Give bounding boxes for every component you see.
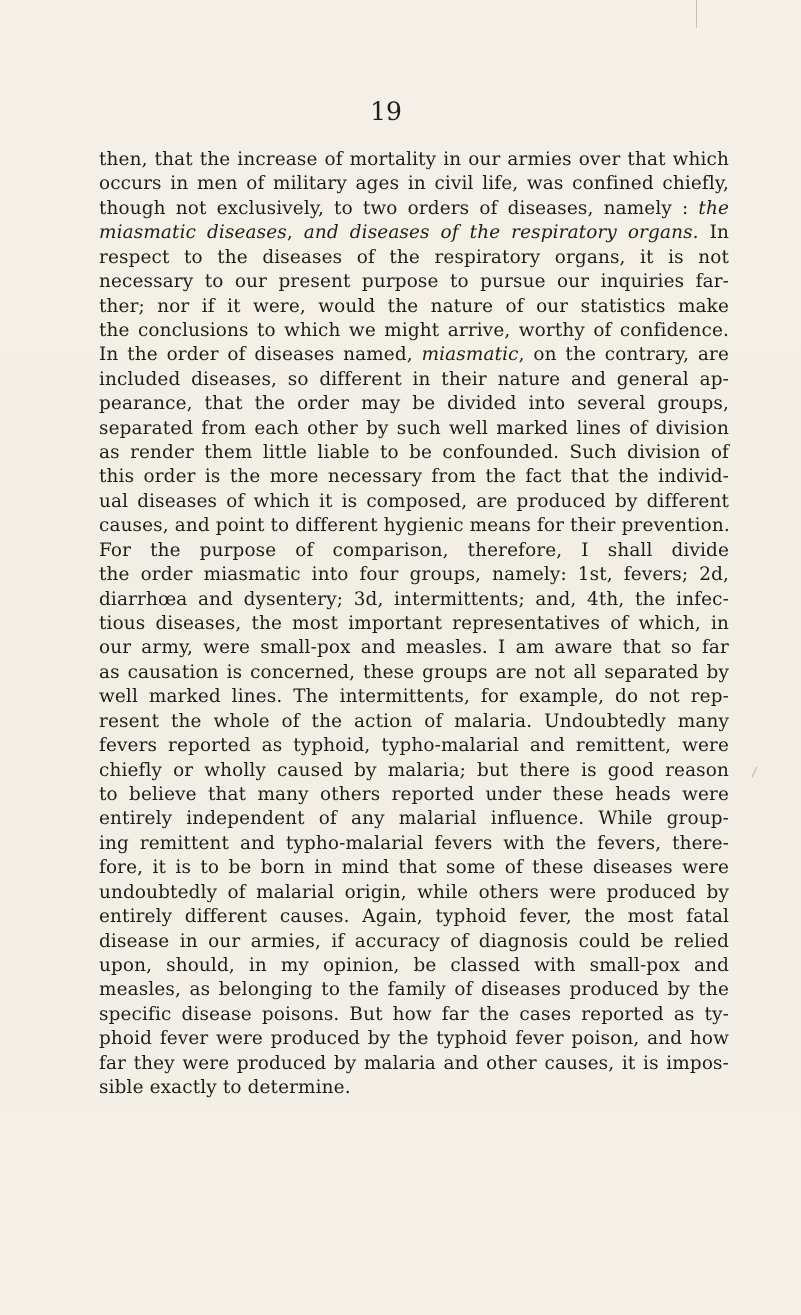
text-line (99, 856, 729, 880)
text-segment: In the order of diseases named, (99, 344, 422, 366)
text-segment: then, that the increase of mortality in our armies over that which (99, 149, 729, 170)
text-segment: , (286, 222, 304, 244)
text-segment: this order is the more necessary from the fact that the individ- (99, 466, 729, 488)
text-segment: as causation is concerned, these groups are not all separated by (99, 661, 729, 683)
text-segment: disease in our armies, if accuracy of diagnosis could be relied (99, 930, 729, 952)
text-line (99, 905, 729, 929)
text-line (99, 563, 729, 587)
text-segment: resent the whole of the action of malaria. Undoubtedly many (99, 710, 729, 732)
text-line (99, 246, 729, 270)
text-segment: far they were produced by malaria and other causes, it is impos- (99, 1052, 729, 1074)
text-segment: included diseases, so different in their nature and general ap- (99, 368, 729, 390)
text-segment: upon, should, in my opinion, be classed with small-pox and (99, 954, 729, 976)
text-line (99, 221, 729, 245)
text-line (99, 514, 729, 538)
text-line (99, 759, 729, 783)
text-segment: ther; nor if it were, would the nature of our statistics make (99, 295, 729, 317)
text-line (99, 1076, 729, 1100)
text-line (99, 734, 729, 758)
text-segment: as render them little liable to be confounded. Such division of (99, 442, 729, 464)
text-segment: separated from each other by such well marked lines of division (99, 417, 729, 439)
text-line (99, 490, 729, 514)
text-segment: the order miasmatic into four groups, namely: 1st, fevers; 2d, (99, 564, 729, 586)
text-segment: though not exclusively, to two orders of diseases, namely : (99, 197, 699, 219)
text-line (99, 685, 729, 709)
text-line (99, 172, 729, 196)
scan-artifact-line (696, 0, 697, 28)
page-number: 19 (370, 97, 402, 126)
text-line (99, 270, 729, 294)
text-line (99, 807, 729, 831)
text-line (99, 588, 729, 612)
text-segment: For the purpose of comparison, therefore, I shall divide (99, 539, 729, 561)
italic-text: miasmatic diseases (99, 222, 287, 244)
text-segment: specific disease poisons. But how far the cases reported as ty- (99, 1003, 729, 1025)
text-segment: tious diseases, the most important representatives of which, in (99, 613, 729, 635)
text-segment: to believe that many others reported under these heads were (99, 783, 729, 805)
text-line (99, 710, 729, 734)
text-segment: sible exactly to determine. (99, 1077, 351, 1099)
text-line (99, 783, 729, 807)
text-line (99, 148, 729, 172)
text-segment: undoubtedly of malarial origin, while others were produced by (99, 881, 729, 903)
text-line (99, 539, 729, 563)
text-segment: , on the contrary, are (518, 344, 729, 366)
text-line (99, 343, 729, 367)
italic-text: the (698, 197, 729, 219)
text-segment: phoid fever were produced by the typhoid fever poison, and how (99, 1028, 729, 1050)
text-line (99, 978, 729, 1002)
text-line (99, 661, 729, 685)
text-segment: measles, as belonging to the family of diseases produced by the (99, 979, 729, 1001)
text-segment: chiefly or wholly caused by malaria; but there is good reason (99, 759, 729, 781)
text-segment: well marked lines. The intermittents, for example, do not rep- (99, 686, 729, 708)
text-segment: fore, it is to be born in mind that some of these diseases were (99, 857, 729, 879)
text-line (99, 319, 729, 343)
text-segment: the conclusions to which we might arrive, worthy of confidence. (99, 319, 729, 341)
text-segment: entirely independent of any malarial influence. While group- (99, 808, 729, 830)
text-segment: ing remittent and typho-malarial fevers with the fevers, there- (99, 832, 729, 854)
italic-text: and diseases of the respiratory organs. (303, 222, 699, 244)
text-segment: In (698, 222, 729, 244)
text-segment: entirely different causes. Again, typhoid fever, the most fatal (99, 906, 729, 928)
text-segment: ual diseases of which it is composed, are produced by different (99, 490, 729, 512)
text-segment: respect to the diseases of the respiratory organs, it is not (99, 246, 729, 268)
text-segment: causes, and point to different hygienic means for their prevention. (99, 515, 730, 537)
text-line (99, 197, 729, 221)
text-line (99, 441, 729, 465)
text-segment: fevers reported as typhoid, typho-malarial and remittent, were (99, 735, 729, 757)
body-text (99, 148, 729, 1100)
margin-mark (752, 766, 758, 777)
text-line (99, 636, 729, 660)
text-line (99, 1003, 729, 1027)
text-line (99, 1027, 729, 1051)
text-line (99, 392, 729, 416)
text-line (99, 832, 729, 856)
italic-text: miasmatic (421, 344, 519, 366)
text-segment: our army, were small-pox and measles. I am aware that so far (99, 637, 729, 659)
text-segment: occurs in men of military ages in civil life, was confined chiefly, (99, 173, 729, 195)
text-line (99, 465, 729, 489)
text-line (99, 612, 729, 636)
text-segment: diarrhœa and dysentery; 3d, intermittents; and, 4th, the infec- (99, 588, 729, 610)
text-line (99, 930, 729, 954)
text-line (99, 881, 729, 905)
text-line (99, 954, 729, 978)
text-segment: necessary to our present purpose to pursue our inquiries far- (99, 271, 729, 293)
text-line (99, 417, 729, 441)
text-line (99, 1052, 729, 1076)
text-segment: pearance, that the order may be divided into several groups, (99, 393, 729, 415)
text-line (99, 368, 729, 392)
text-line (99, 295, 729, 319)
